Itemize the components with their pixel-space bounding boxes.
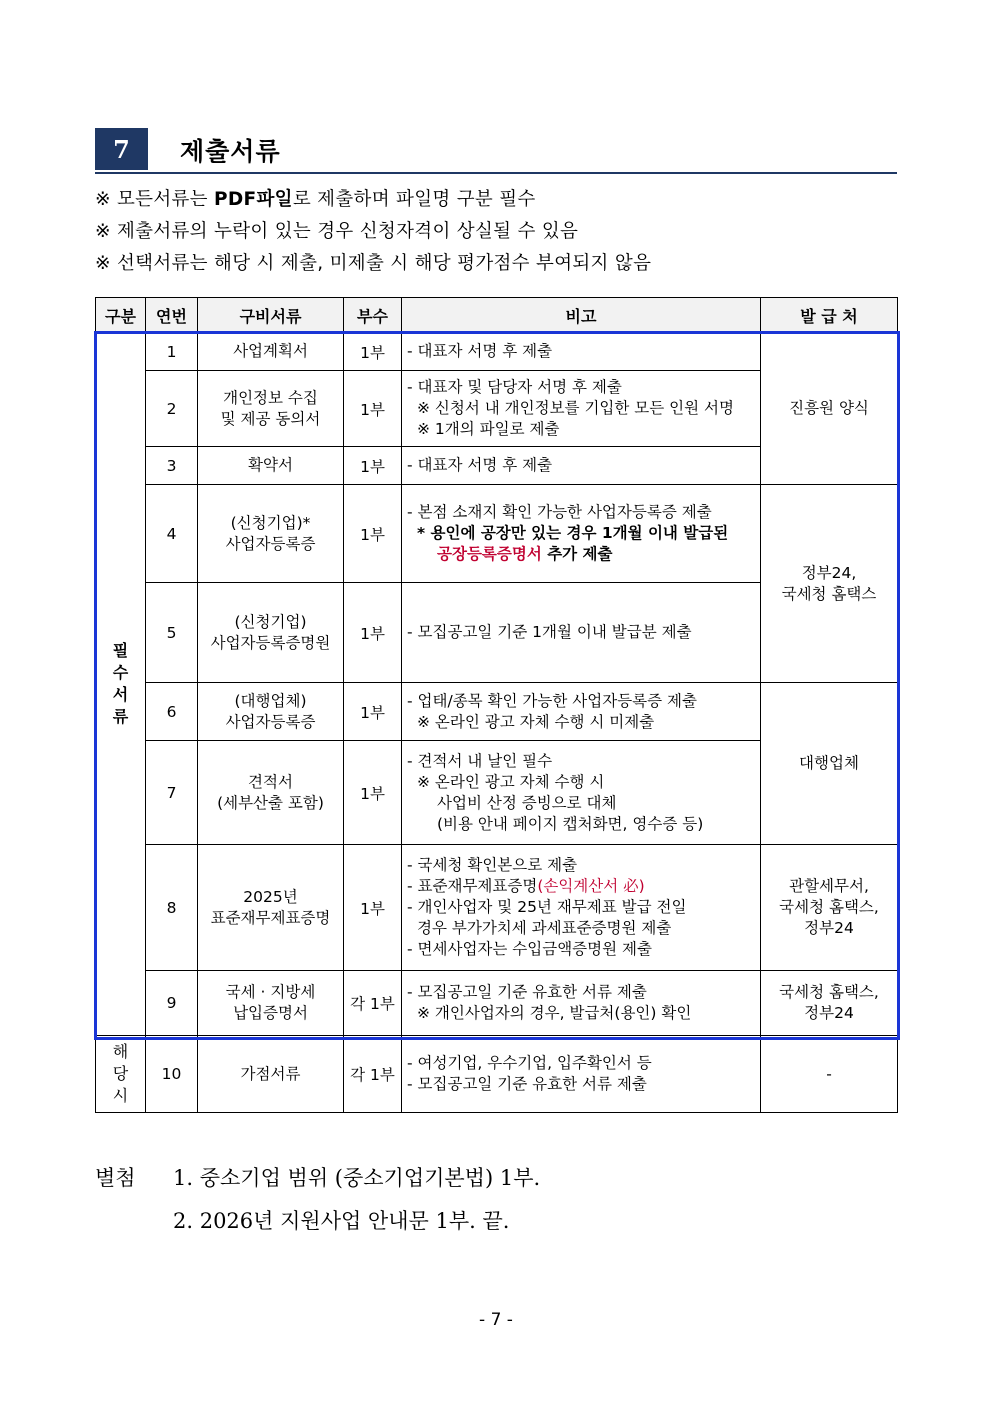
- remark-text: - 대표자 서명 후 제출: [407, 456, 553, 474]
- remark-text: - 모집공고일 기준 유효한 서류 제출: [407, 983, 647, 1001]
- document-name: [198, 447, 344, 485]
- remark-line: [407, 712, 756, 733]
- document-name-line: 국세 · 지방세: [225, 983, 316, 1001]
- table-row: [96, 1036, 898, 1113]
- issuer-line: 국세청 홈택스,: [779, 983, 879, 1001]
- document-name: [198, 583, 344, 683]
- remark-text: - 본점 소재지 확인 가능한 사업자등록증 제출: [407, 503, 712, 521]
- remark-line: [407, 876, 756, 897]
- document-name: [198, 971, 344, 1036]
- document-name: [198, 845, 344, 971]
- remark-line: [407, 982, 756, 1003]
- remark-tail: 추가 제출: [541, 545, 613, 563]
- row-number: 5: [146, 583, 198, 683]
- table-header-row: [96, 298, 898, 333]
- document-name-line: 확약서: [248, 456, 293, 474]
- document-name-line: 개인정보 수집: [223, 388, 318, 407]
- remark-text: - 대표자 서명 후 제출: [407, 342, 553, 360]
- document-name-line: 납입증명서: [233, 1004, 308, 1022]
- category-char: 필: [112, 641, 129, 660]
- document-name: [198, 485, 344, 583]
- table-row: [96, 333, 898, 371]
- section-title: 제출서류: [180, 137, 281, 166]
- row-number: 6: [146, 683, 198, 741]
- remark-text: - 모집공고일 기준 1개월 이내 발급분 제출: [407, 623, 692, 641]
- remark-line: [407, 855, 756, 876]
- issuer-cell: [761, 683, 898, 845]
- note: ※ 모든서류는 PDF파일로 제출하며 파일명 구분 필수: [95, 189, 536, 210]
- remark-text: - 대표자 및 담당자 서명 후 제출: [407, 378, 622, 396]
- remark-cell: [402, 583, 761, 683]
- remark-text: (비용 안내 페이지 캡처화면, 영수증 등): [437, 814, 704, 833]
- copies: 1부: [344, 485, 402, 583]
- issuer-line: 국세청 홈택스: [781, 584, 877, 603]
- document-name-line: 및 제공 동의서: [220, 409, 321, 428]
- document-name: [198, 741, 344, 845]
- row-number: 4: [146, 485, 198, 583]
- remark-line: [407, 502, 756, 523]
- remark-line: [407, 1074, 756, 1095]
- issuer-cell: [761, 845, 898, 971]
- remark-cell: [402, 971, 761, 1036]
- document-name-line: 가점서류: [240, 1064, 301, 1083]
- remark-cell: [402, 485, 761, 583]
- header-doc: 구비서류: [198, 298, 344, 333]
- remark-line: [407, 544, 756, 565]
- remark-text: 사업비 산정 증빙으로 대체: [437, 793, 617, 812]
- category-char: 시: [112, 1086, 129, 1105]
- copies: 1부: [344, 683, 402, 741]
- document-name-line: 사업자등록증: [225, 712, 316, 731]
- row-number: 8: [146, 845, 198, 971]
- remark-text: ※ 개인사업자의 경우, 발급처(용인) 확인: [417, 1004, 692, 1022]
- remark-text: - 국세청 확인본으로 제출: [407, 856, 578, 874]
- document-name-line: (신청기업)*: [230, 513, 311, 532]
- header-category: 구분: [96, 298, 146, 333]
- table-row: [96, 683, 898, 741]
- category-char: 류: [112, 707, 129, 726]
- copies: 1부: [344, 371, 402, 447]
- remark-line: [407, 814, 756, 835]
- remark-line: [407, 1003, 756, 1024]
- document-name-line: (대행업체): [234, 691, 307, 710]
- remark-line: [407, 398, 756, 419]
- issuer-line: -: [826, 1064, 832, 1083]
- remark-text: - 모집공고일 기준 유효한 서류 제출: [407, 1075, 647, 1093]
- remark-text: - 여성기업, 우수기업, 입주확인서 등: [407, 1054, 652, 1072]
- document-name-line: 사업자등록증: [225, 534, 316, 553]
- section-number: 7: [95, 128, 148, 170]
- remark-text: - 견적서 내 날인 필수: [407, 751, 553, 770]
- remark-text: ※ 온라인 광고 자체 수행 시 미제출: [417, 712, 655, 731]
- remark-line: [407, 918, 756, 939]
- row-number: 2: [146, 371, 198, 447]
- header-no: 연번: [146, 298, 198, 333]
- table-row: [96, 485, 898, 583]
- remark-line: [407, 455, 756, 476]
- remark-text: ※ 신청서 내 개인정보를 기입한 모든 인원 서명: [417, 399, 734, 417]
- attachment-item: 1. 중소기업 범위 (중소기업기본법) 1부.: [173, 1166, 541, 1190]
- copies: 각 1부: [344, 1036, 402, 1113]
- remark-highlight: (손익계산서 必): [537, 877, 645, 895]
- issuer-cell: [761, 1036, 898, 1113]
- remark-line: [407, 523, 756, 544]
- issuer-line: 관할세무서,: [789, 877, 869, 895]
- document-name-line: 사업자등록증명원: [210, 633, 331, 652]
- document-name: [198, 371, 344, 447]
- remark-cell: [402, 741, 761, 845]
- issuer-cell: [761, 485, 898, 683]
- remark-text: ※ 1개의 파일로 제출: [417, 420, 560, 438]
- remark-line: [407, 419, 756, 440]
- remark-cell: [402, 683, 761, 741]
- remark-text: - 개인사업자 및 25년 재무제표 발급 전일: [407, 898, 687, 916]
- remark-cell: [402, 447, 761, 485]
- remark-line: [407, 622, 756, 643]
- copies: 1부: [344, 741, 402, 845]
- document-name: [198, 333, 344, 371]
- copies: 1부: [344, 583, 402, 683]
- document-name: [198, 1036, 344, 1113]
- document-name: [198, 683, 344, 741]
- category-cell: [96, 333, 146, 1036]
- section-header: [95, 128, 897, 174]
- category-char: 서: [112, 685, 129, 704]
- remark-cell: [402, 845, 761, 971]
- remark-text: - 표준재무제표증명: [407, 877, 538, 895]
- remark-line: [407, 939, 756, 960]
- issuer-line: 국세청 홈택스,: [779, 898, 879, 916]
- copies: 1부: [344, 447, 402, 485]
- remark-cell: [402, 371, 761, 447]
- remark-text: 경우 부가가치세 과세표준증명원 제출: [417, 919, 672, 937]
- table-row: [96, 971, 898, 1036]
- remark-line: [407, 1053, 756, 1074]
- header-remark: 비고: [402, 298, 761, 333]
- document-name-line: 견적서: [248, 772, 293, 791]
- issuer-line: 정부24: [804, 919, 854, 937]
- remark-text: - 면세사업자는 수입금액증명원 제출: [407, 940, 652, 958]
- row-number: 1: [146, 333, 198, 371]
- remark-text: 공장등록증명서: [437, 545, 542, 563]
- document-name-line: (신청기업): [234, 612, 307, 631]
- required-documents-table: [95, 297, 898, 1113]
- issuer-line: 진흥원 양식: [789, 399, 869, 417]
- header-copies: 부수: [344, 298, 402, 333]
- category-char: 해: [112, 1042, 129, 1061]
- document-name-line: 사업계획서: [233, 342, 308, 360]
- remark-line: [407, 751, 756, 772]
- copies: 각 1부: [344, 971, 402, 1036]
- remark-text: ※ 온라인 광고 자체 수행 시: [417, 772, 605, 791]
- category-cell: [96, 1036, 146, 1113]
- issuer-line: 정부24,: [801, 563, 857, 582]
- notes-list: [95, 184, 897, 280]
- attachments-label: 별첨: [95, 1166, 136, 1190]
- remark-text: - 업태/종목 확인 가능한 사업자등록증 제출: [407, 691, 697, 710]
- row-number: 7: [146, 741, 198, 845]
- remark-text: * 용인에 공장만 있는 경우 1개월 이내 발급된: [417, 524, 729, 542]
- remark-line: [407, 772, 756, 793]
- category-char: 수: [112, 663, 129, 682]
- issuer-line: 대행업체: [799, 754, 859, 772]
- row-number: 10: [146, 1036, 198, 1113]
- document-name-line: 2025년: [243, 887, 298, 906]
- remark-cell: [402, 333, 761, 371]
- remark-line: [407, 793, 756, 814]
- copies: 1부: [344, 845, 402, 971]
- issuer-line: 정부24: [804, 1004, 854, 1022]
- remark-line: [407, 377, 756, 398]
- remark-line: [407, 691, 756, 712]
- note: ※ 선택서류는 해당 시 제출, 미제출 시 해당 평가점수 부여되지 않음: [95, 253, 652, 274]
- row-number: 3: [146, 447, 198, 485]
- row-number: 9: [146, 971, 198, 1036]
- table-row: [96, 845, 898, 971]
- document-name-line: 표준재무제표증명: [210, 908, 331, 927]
- remark-line: [407, 341, 756, 362]
- header-issuer: 발 급 처: [761, 298, 898, 333]
- remark-cell: [402, 1036, 761, 1113]
- note: ※ 제출서류의 누락이 있는 경우 신청자격이 상실될 수 있음: [95, 221, 579, 242]
- remark-line: [407, 897, 756, 918]
- attachment-item: 2. 2026년 지원사업 안내문 1부. 끝.: [173, 1209, 510, 1233]
- issuer-cell: [761, 971, 898, 1036]
- copies: 1부: [344, 333, 402, 371]
- document-name-line: (세부산출 포함): [217, 793, 324, 812]
- page-number: - 7 -: [479, 1310, 513, 1330]
- issuer-cell: [761, 333, 898, 485]
- category-char: 당: [112, 1064, 129, 1083]
